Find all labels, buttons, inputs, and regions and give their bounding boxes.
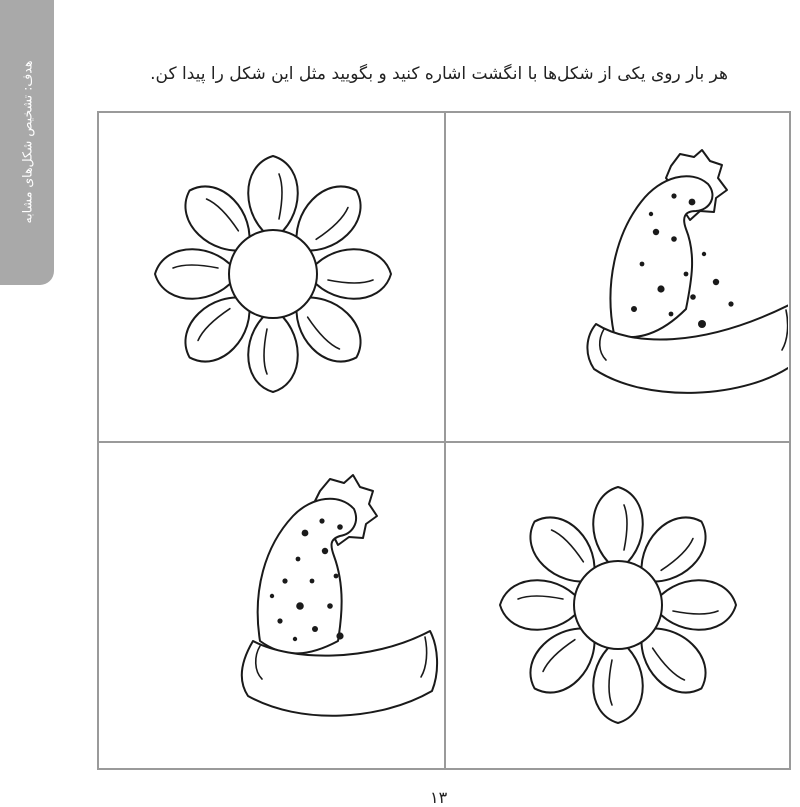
goal-label: هدف: تشخیص شکل‌های مشابه — [19, 60, 35, 224]
cell-bottom-right[interactable] — [446, 443, 788, 768]
sidebar-goal-tab — [0, 0, 54, 285]
flower-icon — [446, 443, 788, 768]
hat-icon — [100, 443, 442, 768]
cell-top-right[interactable] — [446, 114, 788, 439]
cell-top-left[interactable] — [100, 114, 442, 439]
hat-icon — [446, 114, 788, 439]
instruction-text: هر بار روی یکی از شکل‌ها با انگشت اشاره کنید و بگویید مثل این شکل را پیدا کن. — [150, 64, 728, 84]
flower-icon — [100, 114, 442, 439]
page-number: ۱۳ — [430, 788, 448, 807]
shape-grid — [97, 111, 791, 770]
cell-bottom-left[interactable] — [100, 443, 442, 768]
